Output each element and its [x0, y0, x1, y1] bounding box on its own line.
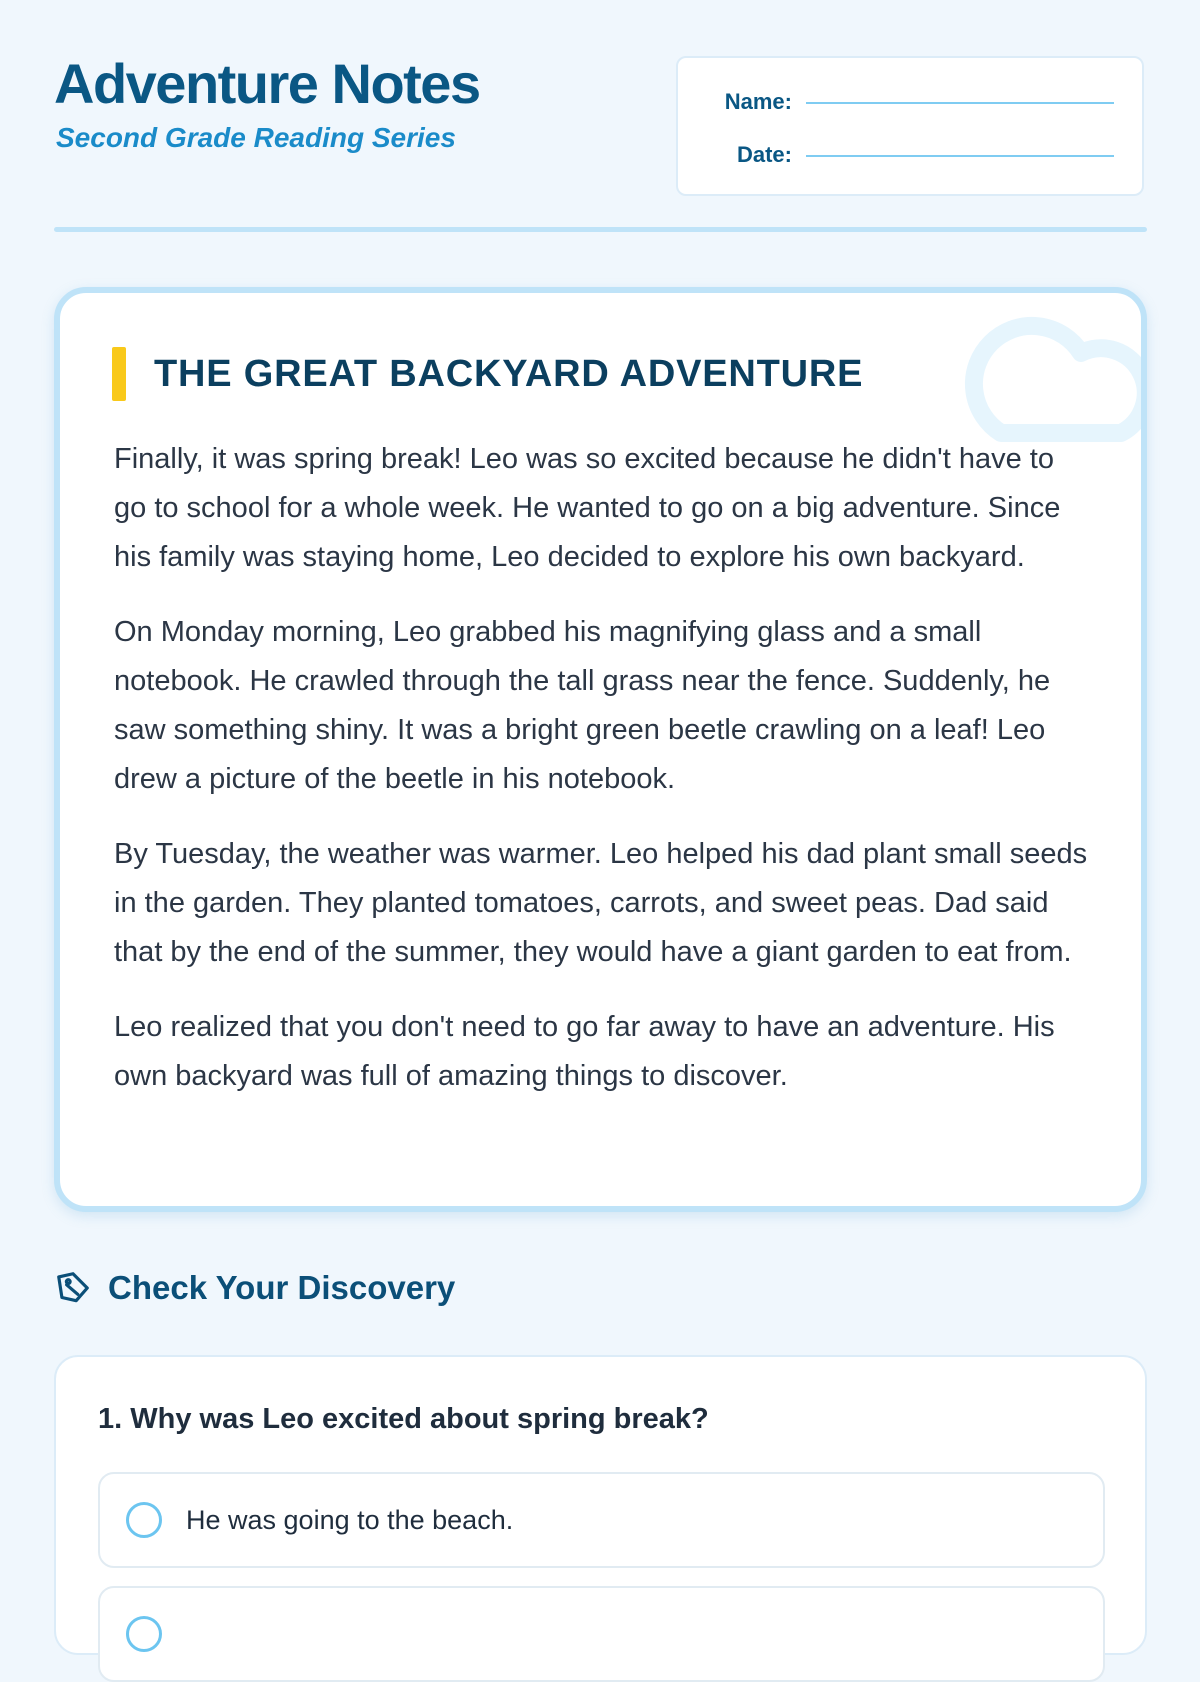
date-line[interactable]: [806, 155, 1114, 157]
worksheet-subtitle: Second Grade Reading Series: [56, 122, 456, 153]
worksheet-title: Adventure Notes: [54, 52, 480, 115]
name-label: Name:: [724, 89, 792, 114]
option-label: He was going to the beach.: [186, 1505, 514, 1535]
radio-button[interactable]: [126, 1616, 162, 1652]
radio-button[interactable]: [126, 1502, 162, 1538]
pencil-icon: [54, 1269, 92, 1307]
worksheet-header: [54, 52, 480, 154]
answer-option[interactable]: [98, 1586, 1105, 1682]
question-card: [54, 1355, 1147, 1655]
date-label: Date:: [736, 142, 792, 167]
name-date-box: [676, 56, 1144, 196]
name-line[interactable]: [806, 102, 1114, 104]
story-paragraph: Finally, it was spring break! Leo was so excited because he didn't have to go to school for a whole week. He wanted to go on a big adventure. Since his family was staying home, Leo decided to explore his own backyard.: [114, 443, 1061, 573]
question-text: 1. Why was Leo excited about spring break?: [98, 1403, 709, 1435]
story-body: [114, 435, 1093, 1127]
answer-option[interactable]: [98, 1472, 1105, 1568]
story-title: THE GREAT BACKYARD ADVENTURE: [154, 353, 864, 395]
story-paragraph: By Tuesday, the weather was warmer. Leo helped his dad plant small seeds in the garden. They planted tomatoes, carrots, and sweet peas. Dad said that by the end of the summer, they would have a giant garden to eat from.: [114, 838, 1088, 968]
story-title-accent: [112, 347, 126, 401]
name-field[interactable]: [718, 85, 1114, 115]
story-paragraph: On Monday morning, Leo grabbed his magnifying glass and a small notebook. He crawled through the tall grass near the fence. Suddenly, he saw something shiny. It was a bright green beetle crawling on a leaf! Leo drew a picture of the beetle in his notebook.: [114, 616, 1051, 795]
section-title: Check Your Discovery: [108, 1269, 456, 1306]
questions-section-header: [54, 1268, 455, 1308]
story-paragraph: Leo realized that you don't need to go far away to have an adventure. His own backyard was full of amazing things to discover.: [114, 1011, 1055, 1092]
story-card: [54, 287, 1147, 1212]
header-divider: [54, 227, 1147, 232]
date-field[interactable]: [718, 138, 1114, 168]
